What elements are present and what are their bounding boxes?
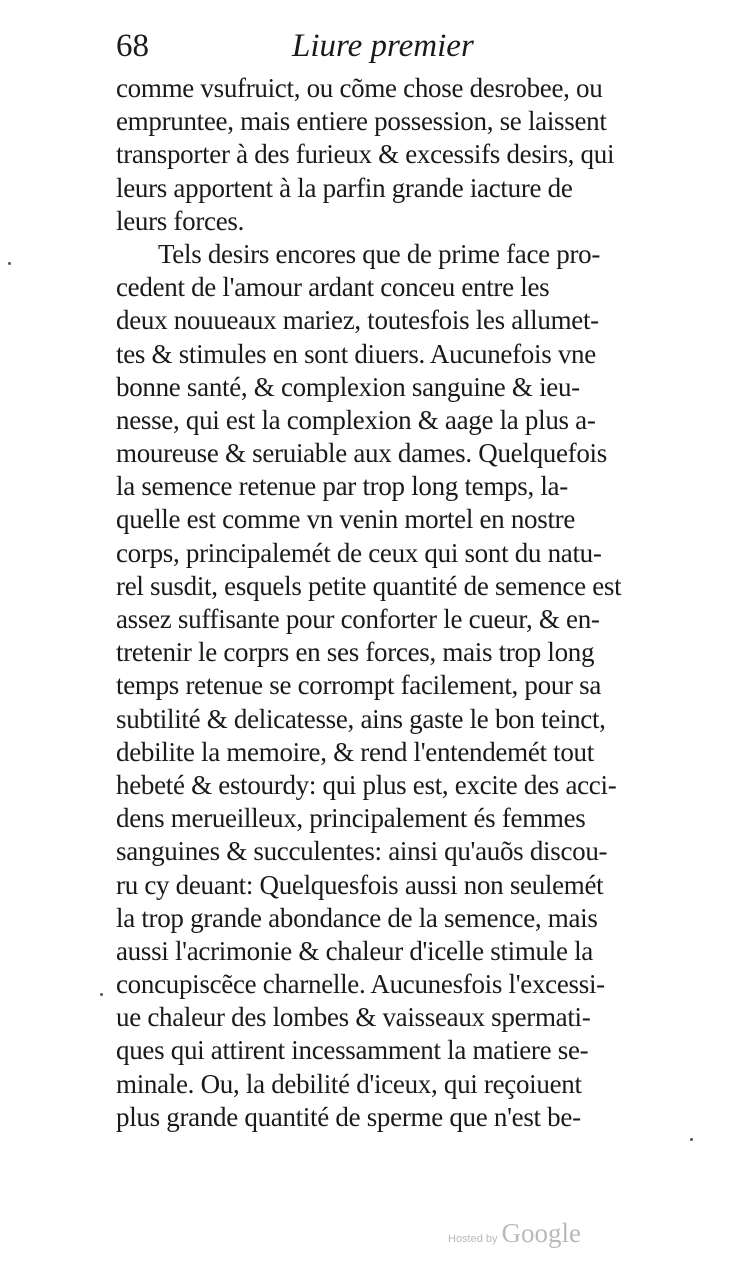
text-line: subtilité & delicatesse, ains gaste le bon teinct, [116, 703, 606, 734]
body-text [116, 72, 676, 1134]
text-line: plus grande quantité de sperme que n'est be- [116, 1101, 581, 1132]
text-line: temps retenue se corrompt facilement, pour sa [116, 670, 602, 701]
ink-speck [690, 1138, 693, 1141]
text-line: leurs forces. [116, 205, 245, 236]
text-line: comme vsufruict, ou cõme chose desrobee, ou [116, 73, 603, 103]
page-number: 68 [116, 28, 149, 64]
ink-speck [100, 993, 103, 996]
text-line: hebeté & estourdy: qui plus est, excite des acci- [116, 769, 617, 800]
text-line: empruntee, mais entiere possession, se laissent [116, 106, 607, 137]
text-line: ue chaleur des lombes & vaisseaux spermati- [116, 1002, 591, 1033]
text-line: Tels desirs encores que de prime face pro- [158, 238, 601, 269]
text-line: leurs apportent à la parfin grande iacture de [116, 172, 573, 203]
text-line: sanguines & succulentes: ainsi qu'auõs discou- [116, 836, 608, 867]
text-line: transporter à des furieux & excessifs desirs, qui [116, 139, 615, 170]
text-line: nesse, qui est la complexion & aage la plus a- [116, 404, 596, 435]
text-line: minale. Ou, la debilité d'iceux, qui reçoiuent [116, 1068, 582, 1099]
text-line: corps, principalemét de ceux qui sont du natu- [116, 537, 602, 568]
text-line: assez suffisante pour conforter le cueur, & en- [116, 604, 600, 634]
google-logo: Google [501, 1218, 582, 1248]
text-line: concupiscẽce charnelle. Aucunesfois l'excessi- [116, 969, 605, 1000]
hosted-by-watermark [448, 1218, 581, 1254]
watermark-label: Hosted by [448, 1233, 498, 1245]
text-line: ru cy deuant: Quelquesfois aussi non seulemét [116, 869, 604, 900]
text-line: cedent de l'amour ardant conceu entre les [116, 272, 550, 303]
text-line: moureuse & seruiable aux dames. Quelquefois [116, 438, 607, 469]
page-header [112, 28, 672, 72]
text-line: bonne santé, & complexion sanguine & ieu- [116, 371, 580, 402]
text-line: rel susdit, esquels petite quantité de semence est [116, 570, 622, 601]
text-line: tretenir le corprs en ses forces, mais trop long [116, 637, 595, 668]
text-line: aussi l'acrimonie & chaleur d'icelle stimule la [116, 935, 593, 966]
text-line: deux nouueaux mariez, toutesfois les allumet- [116, 305, 599, 336]
ink-speck [8, 262, 11, 265]
text-line: la semence retenue par trop long temps, la- [116, 471, 568, 502]
text-line: ques qui attirent incessamment la matiere se- [116, 1035, 589, 1066]
text-line: quelle est comme vn venin mortel en nostre [116, 504, 576, 535]
text-line: la trop grande abondance de la semence, mais [116, 902, 598, 933]
text-line: tes & stimules en sont diuers. Aucunefois vne [116, 338, 596, 369]
text-line: dens merueilleux, principalement és femmes [116, 803, 586, 834]
text-line: debilite la memoire, & rend l'entendemét tout [116, 736, 594, 767]
running-title: Liure premier [292, 28, 474, 64]
